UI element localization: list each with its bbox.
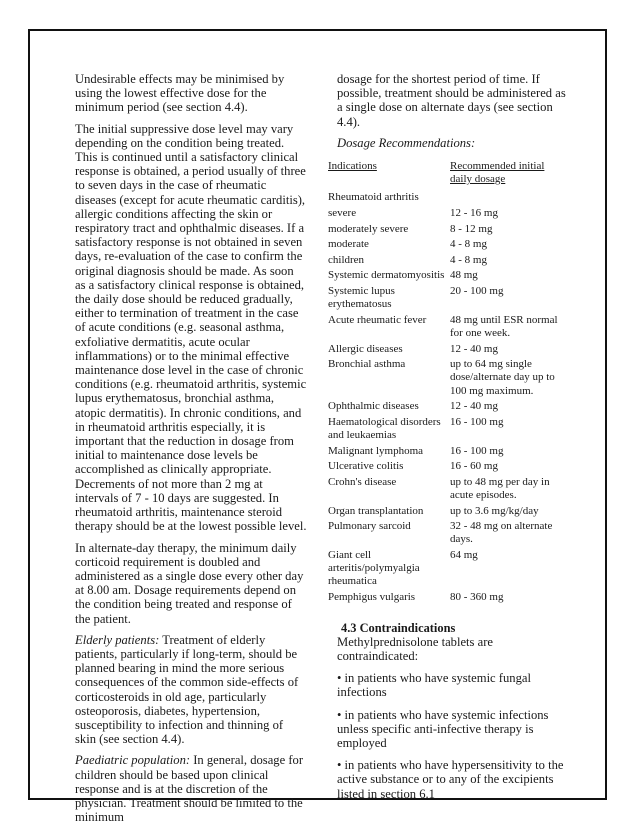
table-row <box>328 358 568 400</box>
paragraph-initial-dose: The initial suppressive dose level may vary depending on the condition being treated. This is continued until a satisfactory clinical response is obtained, a period usually of three to seven days in the case of rheumatic diseases (except for acute rheumatic carditis), allergic conditions affecting the skin or respiratory tract and ophthalmic diseases. If a satisfactory response is not obtained in seven days, re-evaluation of the case to confirm the original diagnosis should be made. As soon as a satisfactory clinical response is obtained, the daily dose should be reduced gradually, either to termination of treatment in the case of acute conditions (e.g. seasonal asthma, exfoliative dermatitis, acute ocular inflammations) or to the minimal effective maintenance dose level in the case of chronic conditions (e.g. rheumatoid arthritis, systemic lupus erythematosus, bronchial asthma, atopic dermatitis). In chronic conditions, and in rheumatoid arthritis especially, it is important that the reduction in dosage from initial to maintenance dose levels be accomplished as clinically appropriate. Decrements of not more than 2 mg at intervals of 7 - 10 days are suggested. In rheumatoid arthritis, maintenance steroid therapy should be at the lowest possible level. <box>75 121 307 534</box>
table-row <box>328 549 568 591</box>
indication-cell: Malignant lymphoma <box>328 444 424 457</box>
dosage-cell: 4 - 8 mg <box>450 253 487 266</box>
dosage-cell: 12 - 40 mg <box>450 400 498 413</box>
table-header-row <box>328 160 568 191</box>
dosage-cell: up to 48 mg per day in acute episodes. <box>450 475 550 501</box>
dosage-cell: 16 - 60 mg <box>450 460 498 473</box>
paragraph-shortest-period: dosage for the shortest period of time. If possible, treatment should be administered as a single dose on alternate days (see section 4.4). <box>337 72 566 129</box>
table-row <box>328 254 568 270</box>
indication-cell: Systemic lupus erythematosus <box>328 284 395 311</box>
section-title-contraindications: 4.3 Contraindications <box>341 620 456 635</box>
indication-cell: Allergic diseases <box>328 342 403 355</box>
indication-cell: Bronchial asthma <box>328 358 406 371</box>
dosage-cell: up to 64 mg single dose/alternate day up to 100 mg maximum. <box>450 358 555 397</box>
table-row <box>328 191 568 207</box>
dosage-cell: 12 - 40 mg <box>450 342 498 355</box>
table-row <box>328 314 568 343</box>
indication-cell: Systemic dermatomyositis <box>328 269 445 282</box>
indication-cell: Rheumatoid arthritis <box>328 191 419 204</box>
indication-cell: Organ transplantation <box>328 504 424 517</box>
table-row <box>328 207 568 223</box>
dosage-cell: 16 - 100 mg <box>450 444 504 457</box>
dosage-heading: Dosage Recommendations: <box>337 135 476 150</box>
dosage-cell: 80 - 360 mg <box>450 590 504 603</box>
contra-item: • in patients who have hypersensitivity to the active substance or to any of the excipients listed in section 6.1 <box>337 758 564 801</box>
elderly-label: Elderly patients: <box>75 632 160 647</box>
dosage-cell: 4 - 8 mg <box>450 238 487 251</box>
paragraph-minimise-effects: Undesirable effects may be minimised by using the lowest effective dose for the minimum period (see section 4.4). <box>75 72 285 115</box>
table-row <box>328 400 568 416</box>
contra-item: • in patients who have systemic infections unless specific anti-infective therapy is employed <box>337 707 549 750</box>
dosage-cell: up to 3.6 mg/kg/day <box>450 504 539 517</box>
indication-cell: Haematological disorders and leukaemias <box>328 415 441 441</box>
right-column <box>328 72 569 809</box>
table-row <box>328 445 568 461</box>
paediatric-text: In general, dosage for children should be based upon clinical response and is at the discretion of the physician. Treatment should be limited to the minimum <box>75 753 304 825</box>
table-row <box>328 269 568 285</box>
paragraph-alternate-day: In alternate-day therapy, the minimum daily corticoid requirement is doubled and administered as a single dose every other day at 8.00 am. Dosage requirements depend on the condition being treated and response of the patient. <box>75 540 304 626</box>
table-row <box>328 223 568 239</box>
left-column <box>75 72 307 831</box>
indication-cell: Acute rheumatic fever <box>328 313 427 326</box>
indication-cell: moderate <box>328 238 369 251</box>
contra-intro: Methylprednisolone tablets are contraindicated: <box>337 634 493 663</box>
paragraph-elderly <box>75 633 307 747</box>
dosage-table-body <box>328 191 568 606</box>
dosage-cell: 64 mg <box>450 548 478 561</box>
table-row <box>328 476 568 505</box>
dosage-cell: 32 - 48 mg on alternate days. <box>450 520 553 546</box>
dosage-table <box>328 160 568 607</box>
table-row <box>328 285 568 314</box>
indication-cell: Pemphigus vulgaris <box>328 590 416 603</box>
dosage-cell: 16 - 100 mg <box>450 415 504 428</box>
table-row <box>328 343 568 359</box>
indication-cell: severe <box>328 207 357 220</box>
indication-cell: Crohn's disease <box>328 475 397 488</box>
table-row <box>328 520 568 549</box>
indication-cell: Pulmonary sarcoid <box>328 520 411 533</box>
table-row <box>328 416 568 445</box>
dosage-cell <box>450 191 568 207</box>
indication-cell: Giant cell arteritis/polymyalgia rheumatica <box>328 548 420 588</box>
table-row <box>328 505 568 521</box>
indication-cell: moderately severe <box>328 222 409 235</box>
contra-item: • in patients who have systemic fungal infections <box>337 671 531 700</box>
dosage-cell: 48 mg until ESR normal for one week. <box>450 313 558 339</box>
table-row <box>328 238 568 254</box>
dosage-cell: 8 - 12 mg <box>450 222 493 235</box>
table-row <box>328 460 568 476</box>
dosage-cell: 20 - 100 mg <box>450 284 504 297</box>
table-row <box>328 591 568 607</box>
dosage-cell: 48 mg <box>450 269 478 282</box>
indication-cell: Ophthalmic diseases <box>328 400 419 413</box>
dosage-cell: 12 - 16 mg <box>450 207 498 220</box>
header-dosage: Recommended initial daily dosage <box>450 160 545 186</box>
paediatric-label: Paediatric population: <box>75 753 191 768</box>
indication-cell: Ulcerative colitis <box>328 460 404 473</box>
paragraph-paediatric <box>75 753 307 824</box>
indication-cell: children <box>328 253 365 266</box>
header-indications: Indications <box>328 160 377 173</box>
contraindications <box>337 635 569 801</box>
elderly-text: Treatment of elderly patients, particularly if long-term, should be planned bearing in mind the more serious consequences of the common side-effects of corticosteroids in old age, particularly osteoporosis, diabetes, hypertension, susceptibility to infection and thinning of skin (see section 4.4). <box>75 632 299 747</box>
